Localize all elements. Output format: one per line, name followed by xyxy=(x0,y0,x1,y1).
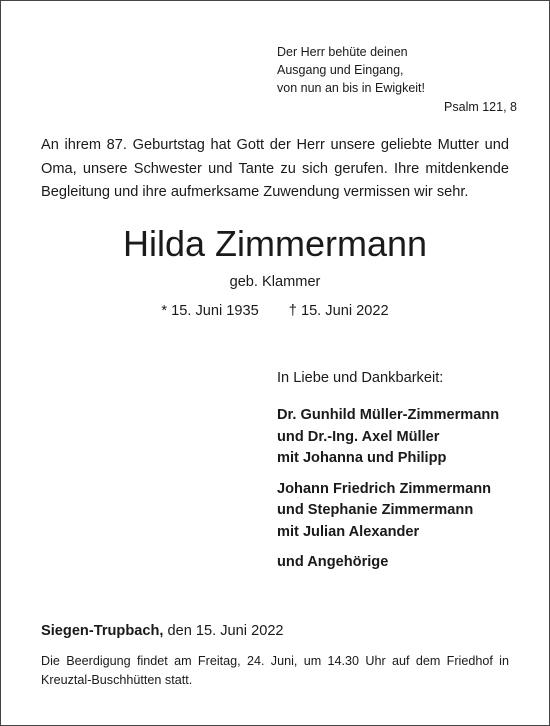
mourner-line: Johann Friedrich Zimmermann xyxy=(277,480,492,497)
verse-line: Ausgang und Eingang, xyxy=(277,63,404,77)
place-and-date xyxy=(41,621,284,641)
life-dates xyxy=(1,301,549,321)
mourner-group xyxy=(277,552,499,574)
birth-date: * 15. Juni 1935 xyxy=(161,303,259,319)
mourner-group xyxy=(277,479,499,544)
place: Siegen-Trupbach, xyxy=(41,623,164,639)
mourners-list xyxy=(277,405,499,583)
bible-verse xyxy=(277,43,517,116)
mourner-line: Dr. Gunhild Müller-Zimmermann xyxy=(277,407,500,423)
verse-line: von nun an bis in Ewigkeit! xyxy=(277,81,426,95)
deceased-name: Hilda Zimmermann xyxy=(122,223,428,264)
date: den 15. Juni 2022 xyxy=(167,623,284,639)
birth-name: geb. Klammer xyxy=(229,274,321,290)
mourner-line: und Dr.-Ing. Axel Müller xyxy=(277,428,440,445)
mourner-line: und Stephanie Zimmermann xyxy=(277,502,474,518)
intro-text: An ihrem 87. Geburtstag hat Gott der Herr unsere geliebte Mutter und Oma, unsere Schwester und Tante zu sich gerufen. Ihre mitdenkende Begleitung und ihre aufmerksame Zuwendung vermissen wir sehr. xyxy=(41,137,509,200)
mourner-line: mit Julian Alexander xyxy=(277,523,420,540)
mourner-line: mit Johanna und Philipp xyxy=(277,450,447,466)
verse-line: Der Herr behüte deinen xyxy=(277,45,408,59)
thanks-line: In Liebe und Dankbarkeit: xyxy=(277,370,444,386)
verse-reference: Psalm 121, 8 xyxy=(444,100,517,114)
mourner-group xyxy=(277,405,499,470)
funeral-notice: Die Beerdigung findet am Freitag, 24. Juni, um 14.30 Uhr auf dem Friedhof in Kreuztal-Buschhütten statt. xyxy=(41,654,509,687)
mourner-line: und Angehörige xyxy=(277,554,389,570)
death-date: † 15. Juni 2022 xyxy=(288,303,389,319)
